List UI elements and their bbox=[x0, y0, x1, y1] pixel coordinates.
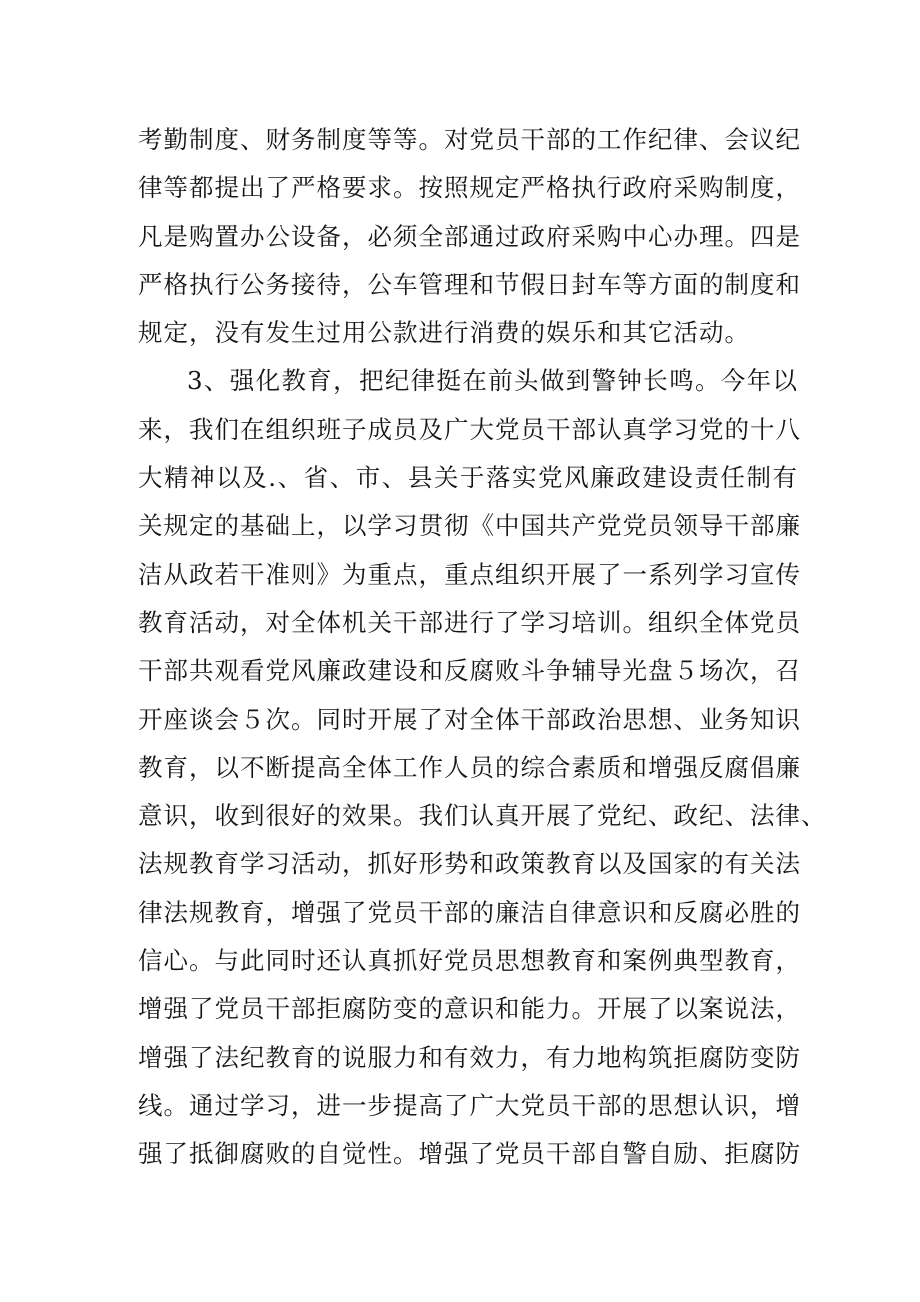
text-line: 3、强化教育，把纪律挺在前头做到警钟长鸣。今年以 bbox=[187, 366, 798, 396]
text-line: 律等都提出了严格要求。按照规定严格执行政府采购制度， bbox=[138, 173, 801, 203]
text-line: 大精神以及.、省、市、县关于落实党风廉政建设责任制有 bbox=[138, 463, 798, 493]
text-line: 信心。与此同时还认真抓好党员思想教育和案例典型教育， bbox=[138, 946, 801, 976]
text-line: 干部共观看党风廉政建设和反腐败斗争辅导光盘５场次，召 bbox=[138, 656, 801, 686]
text-line: 律法规教育，增强了党员干部的廉洁自律意识和反腐必胜的 bbox=[138, 897, 801, 927]
text-line: 洁从政若干准则》为重点，重点组织开展了一系列学习宣传 bbox=[138, 559, 801, 589]
text-line: 强了抵御腐败的自觉性。增强了党员干部自警自励、拒腐防 bbox=[138, 1139, 801, 1169]
text-line: 规定，没有发生过用公款进行消费的娱乐和其它活动。 bbox=[138, 318, 750, 348]
text-line: 凡是购置办公设备，必须全部通过政府采购中心办理。四是 bbox=[138, 221, 801, 251]
text-line: 意识，收到很好的效果。我们认真开展了党纪、政纪、法律、 bbox=[138, 801, 827, 831]
text-line: 教育，以不断提高全体工作人员的综合素质和增强反腐倡廉 bbox=[138, 752, 801, 782]
text-line: 线。通过学习，进一步提高了广大党员干部的思想认识，增 bbox=[138, 1090, 801, 1120]
text-line: 教育活动，对全体机关干部进行了学习培训。组织全体党员 bbox=[138, 607, 801, 637]
text-line: 开座谈会５次。同时开展了对全体干部政治思想、业务知识 bbox=[138, 704, 801, 734]
text-line: 法规教育学习活动，抓好形势和政策教育以及国家的有关法 bbox=[138, 849, 801, 879]
text-line: 考勤制度、财务制度等等。对党员干部的工作纪律、会议纪 bbox=[138, 125, 801, 154]
text-line: 增强了党员干部拒腐防变的意识和能力。开展了以案说法， bbox=[138, 994, 801, 1024]
text-line: 增强了法纪教育的说服力和有效力，有力地构筑拒腐防变防 bbox=[138, 1042, 801, 1072]
text-line: 关规定的基础上，以学习贯彻《中国共产党党员领导干部廉 bbox=[138, 511, 801, 541]
text-line: 严格执行公务接待，公车管理和节假日封车等方面的制度和 bbox=[138, 269, 801, 299]
body-text bbox=[138, 116, 827, 1179]
text-line: 来，我们在组织班子成员及广大党员干部认真学习党的十八 bbox=[138, 414, 801, 444]
